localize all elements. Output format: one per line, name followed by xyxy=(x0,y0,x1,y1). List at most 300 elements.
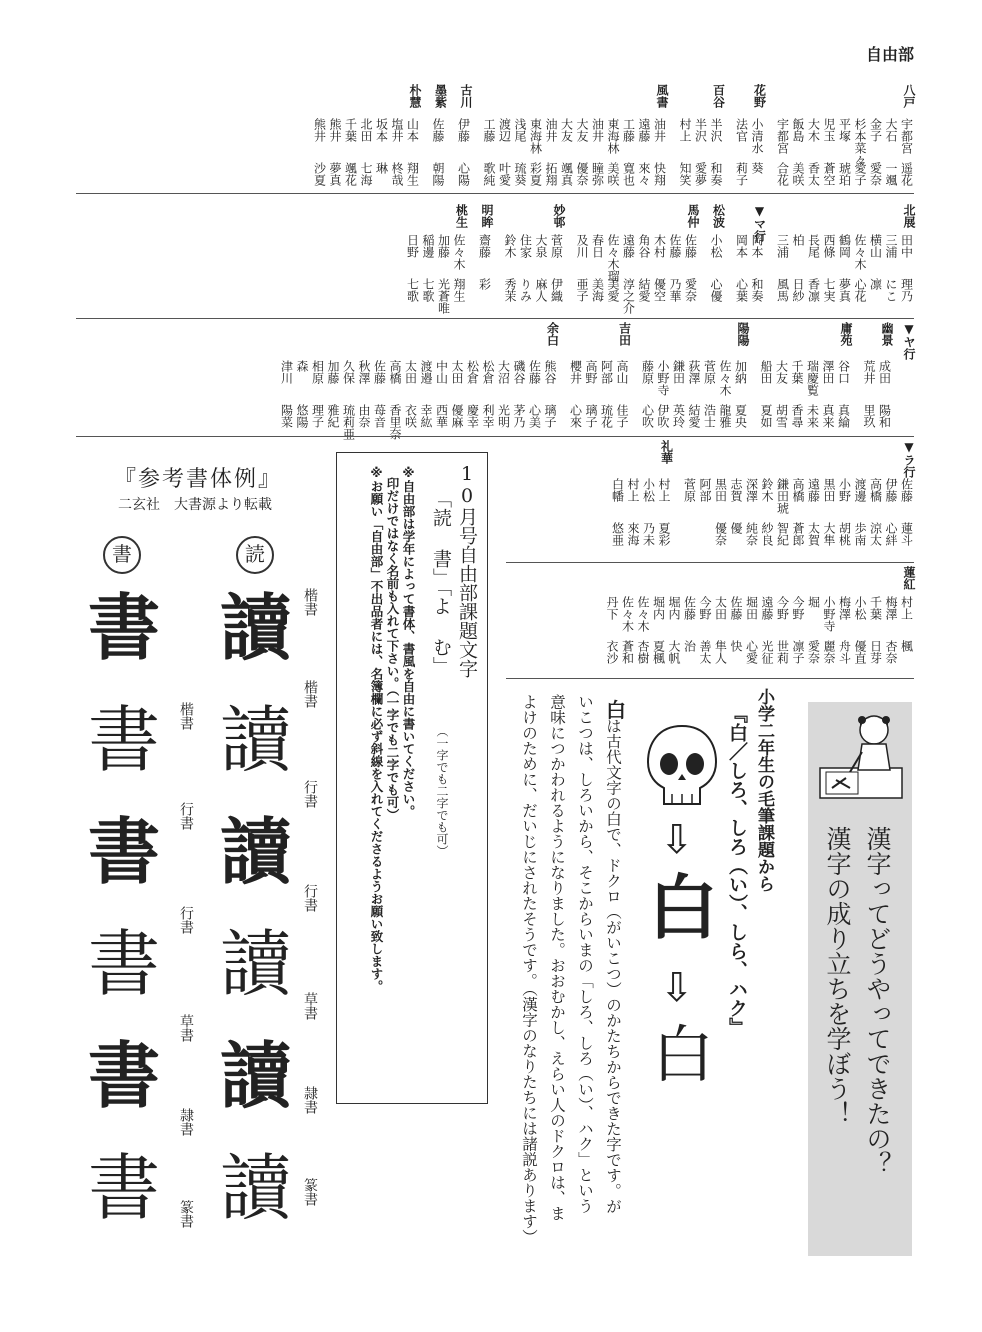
member-given-name: 結愛 xyxy=(637,278,651,302)
member-surname: 梅澤 xyxy=(884,596,898,620)
member-surname: 飯島 xyxy=(791,118,805,142)
member-surname: 田中 xyxy=(899,234,914,258)
group-label: ▼マ行 xyxy=(752,204,767,242)
member-surname: 大友 xyxy=(774,360,789,384)
member-given-name: 優 xyxy=(729,522,743,534)
member-given-name: 太賀 xyxy=(806,522,821,546)
member-surname: 大泉 xyxy=(534,234,548,258)
group-label: 明眸 xyxy=(480,204,494,228)
group-label: 桃生 xyxy=(454,204,469,228)
member-surname: 伊藤 xyxy=(884,478,898,502)
member-surname: 小野 xyxy=(837,478,852,502)
member-surname: 太田 xyxy=(713,596,728,620)
member-given-name: 優奈 xyxy=(575,162,589,186)
member-given-name: 七実 xyxy=(822,278,836,302)
member-given-name: 麗奈 xyxy=(822,640,836,664)
member-surname: 菅原 xyxy=(702,360,717,384)
member-surname: 佐々木 xyxy=(853,234,867,270)
member-given-name: 陽菜 xyxy=(279,404,294,428)
member-surname: 角谷 xyxy=(637,234,651,258)
member-surname: 日野 xyxy=(405,234,420,258)
member-surname: 工藤 xyxy=(482,118,496,142)
member-surname: 遠藤 xyxy=(621,234,636,258)
member-surname: 北田 xyxy=(359,118,373,142)
member-given-name: 璃子 xyxy=(584,404,598,428)
member-surname: 油井 xyxy=(544,118,558,142)
arrow-down-icon: ⇩ xyxy=(660,965,694,1011)
member-given-name: 心絆 xyxy=(884,522,898,546)
member-given-name: 純奈 xyxy=(744,522,759,546)
modern-glyph: 白 xyxy=(652,1018,715,1091)
member-given-name: 西華 xyxy=(434,404,449,428)
member-surname: 加藤 xyxy=(326,360,340,384)
member-surname: 小松 xyxy=(709,234,723,258)
member-given-name: 瞳弥 xyxy=(590,162,605,186)
member-given-name: 治 xyxy=(682,640,697,652)
member-surname: 堀 xyxy=(806,596,821,608)
member-surname: 佐藤 xyxy=(431,118,445,142)
member-surname: 児玉 xyxy=(822,118,836,142)
member-surname: 佐々木 xyxy=(620,596,635,632)
member-given-name: 蒼郎 xyxy=(791,522,805,546)
member-given-name: 琉莉亜 xyxy=(341,404,356,440)
page-title: 自由部 xyxy=(865,45,914,64)
lesson-body-3: 意味につかわれるようになりました。おおむかし、えらい人のドクロは、ま xyxy=(548,694,566,1221)
member-surname: 渡邉 xyxy=(419,360,433,384)
member-surname: 高橋 xyxy=(388,360,402,384)
sho-sample-glyph: 書 xyxy=(88,698,161,782)
member-surname: 三浦 xyxy=(775,234,790,258)
member-given-name: 心花 xyxy=(853,278,867,302)
member-given-name: 莉子 xyxy=(734,162,749,186)
member-given-name: 愛奈 xyxy=(806,640,821,664)
col-label-sho: 書 xyxy=(103,536,141,574)
member-given-name: 來海 xyxy=(626,522,640,546)
member-given-name: 英玲 xyxy=(671,404,686,428)
style-label-doku: 行書 xyxy=(302,780,318,808)
member-surname: 阿部 xyxy=(599,360,614,384)
member-surname: 太田 xyxy=(450,360,464,384)
group-label: 古川 xyxy=(459,84,473,108)
group-label: 墨紫 xyxy=(433,84,448,108)
member-surname: 鎌田 xyxy=(671,360,686,384)
style-label-sho: 行書 xyxy=(178,906,194,934)
member-surname: 西條 xyxy=(822,234,836,258)
member-surname: 佐々木 xyxy=(452,234,466,270)
member-given-name: 心來 xyxy=(568,404,583,428)
member-given-name: 理子 xyxy=(310,404,325,428)
member-surname: 荒井 xyxy=(862,360,876,384)
member-given-name: 幸紘 xyxy=(419,404,433,428)
member-given-name: 蒼和 xyxy=(620,640,635,664)
skull-illustration xyxy=(644,722,720,814)
member-surname: 遠藤 xyxy=(637,118,651,142)
group-label: 余白 xyxy=(545,322,560,346)
group-label: 花野 xyxy=(752,84,767,108)
member-surname: 村上 xyxy=(899,596,914,620)
member-surname: 堀田 xyxy=(744,596,759,620)
member-surname: 高橋 xyxy=(868,478,883,502)
group-label: 蓮紅 xyxy=(902,566,916,590)
member-given-name: 慶幸 xyxy=(465,404,480,428)
member-given-name: 日芽 xyxy=(868,640,883,664)
member-surname: 小野寺 xyxy=(822,596,836,632)
member-given-name: 杏奈 xyxy=(884,640,898,664)
row-divider xyxy=(76,318,914,319)
member-given-name: 心優 xyxy=(709,278,723,302)
member-given-name: 香太 xyxy=(806,162,821,186)
member-surname: 佐藤 xyxy=(682,596,697,620)
member-given-name: 沙夏 xyxy=(312,162,327,186)
member-given-name: 翔生 xyxy=(452,278,466,302)
member-surname: 村上 xyxy=(657,478,671,502)
member-surname: 藤原 xyxy=(640,360,655,384)
group-label: 馬仲 xyxy=(686,204,700,228)
notice-line2: 印だけではなく名前も入れて下さい。（一字でも二字でも可） xyxy=(385,477,400,821)
member-surname: 鈴木 xyxy=(760,478,774,502)
member-given-name: 彩夏 xyxy=(528,162,543,186)
member-given-name: 美海 xyxy=(590,278,605,302)
member-given-name: 茅乃 xyxy=(512,404,526,428)
doku-sample-glyph: 讀 xyxy=(220,585,293,670)
member-given-name: 大帆 xyxy=(667,640,681,664)
member-given-name: 琉花 xyxy=(599,404,614,428)
member-given-name: 美咲 xyxy=(606,162,620,186)
member-surname: 中山 xyxy=(434,360,449,384)
member-given-name: 颯真 xyxy=(559,162,574,186)
member-surname: 志賀 xyxy=(729,478,743,502)
member-surname: 佐々木瑠 xyxy=(606,234,620,282)
member-surname: 菅原 xyxy=(549,234,564,258)
member-given-name: 伊織 xyxy=(549,278,564,302)
member-surname: 大石 xyxy=(884,118,898,142)
member-given-name: 七歌 xyxy=(405,278,420,302)
member-surname: 佐々木 xyxy=(636,596,650,632)
member-surname: 油井 xyxy=(652,118,667,142)
style-label-doku: 楷書 xyxy=(302,680,318,708)
member-surname: 塩井 xyxy=(390,118,404,142)
row-divider xyxy=(506,678,914,679)
member-given-name: 由奈 xyxy=(357,404,371,428)
member-given-name: 衣咲 xyxy=(403,404,418,428)
member-given-name: 優奈 xyxy=(713,522,728,546)
member-given-name: 陽和 xyxy=(877,404,892,428)
member-surname: 鎌田琥 xyxy=(775,478,790,514)
member-surname: 山本 xyxy=(405,118,420,142)
member-surname: 宇都宮 xyxy=(899,118,914,154)
notice-line3: ※お願い「自由部」不出品者には、名簿欄に必ず斜線を入れてくださるようお願い致します。 xyxy=(369,465,384,993)
style-label-sho: 草書 xyxy=(178,1014,194,1042)
style-label-doku: 隷書 xyxy=(302,1086,318,1114)
reference-title: 『参考書体例』 xyxy=(114,467,283,492)
member-surname: 船田 xyxy=(759,360,773,384)
member-given-name: 來々 xyxy=(637,162,651,186)
member-given-name: 一颯 xyxy=(884,162,898,186)
lesson-body-4: よけのために、だいじにされたそうです。（漢字のなりたちには諸説あります） xyxy=(520,694,538,1245)
member-given-name: 和奏 xyxy=(709,162,723,186)
member-given-name: 衣沙 xyxy=(605,640,619,664)
sho-sample-glyph: 書 xyxy=(88,809,161,894)
member-surname: 大木 xyxy=(806,118,821,142)
group-label: 百谷 xyxy=(711,84,726,108)
member-surname: 堀内 xyxy=(667,596,681,620)
row-divider xyxy=(506,562,914,563)
member-surname: 小松 xyxy=(853,596,867,620)
member-given-name: 佳子 xyxy=(615,404,629,428)
member-surname: 遠藤 xyxy=(760,596,774,620)
member-given-name: 璃子 xyxy=(543,404,557,428)
member-given-name: 蓮斗 xyxy=(899,522,914,546)
style-label-doku: 行書 xyxy=(302,884,318,912)
member-surname: 今野 xyxy=(791,596,805,620)
member-given-name: 琥珀 xyxy=(837,162,852,186)
member-surname: 秋澤 xyxy=(357,360,371,384)
member-given-name: 利幸 xyxy=(481,404,495,428)
member-given-name: 結愛 xyxy=(687,404,701,428)
member-given-name: 凛 xyxy=(868,278,883,290)
member-given-name: 善太 xyxy=(698,640,712,664)
member-given-name: 麻人 xyxy=(534,278,548,302)
member-given-name: 合花 xyxy=(775,162,790,186)
reference-source: 二玄社 大書源より転載 xyxy=(118,497,272,513)
doku-sample-glyph: 讀 xyxy=(220,1146,293,1230)
member-given-name: 胡雪 xyxy=(774,404,789,428)
member-surname: 小清水 xyxy=(750,118,764,154)
member-given-name: 心陽 xyxy=(456,162,471,186)
member-surname: 佐藤 xyxy=(527,360,542,384)
member-given-name: 秀茉 xyxy=(503,278,517,302)
style-label-doku: 草書 xyxy=(302,992,318,1020)
member-surname: 松倉 xyxy=(481,360,495,384)
member-surname: 大友 xyxy=(575,118,589,142)
member-surname: 今野 xyxy=(775,596,790,620)
lesson-body-1: は古代文字の白で、ドクロ（がいこつ）のかたちからできた字です。が xyxy=(604,718,622,1214)
member-given-name: 愛奈 xyxy=(683,278,698,302)
member-surname: 村上 xyxy=(626,478,640,502)
member-surname: 鶴岡 xyxy=(837,234,852,258)
member-given-name: 拓翔 xyxy=(544,162,558,186)
member-given-name: 夏央 xyxy=(733,404,748,428)
member-surname: 小野寺 xyxy=(656,360,670,396)
member-given-name: 光征 xyxy=(760,640,774,664)
member-surname: 荻澤 xyxy=(687,360,701,384)
member-surname: 半沢 xyxy=(709,118,723,142)
member-given-name: 淳之介 xyxy=(621,278,636,314)
style-label-doku: 篆書 xyxy=(302,1178,318,1206)
member-surname: 油井 xyxy=(590,118,605,142)
member-surname: 横山 xyxy=(868,234,883,258)
style-label-doku: 楷書 xyxy=(302,588,318,616)
member-given-name: 香里奈 xyxy=(388,404,402,440)
lesson-body-2: いこつは、しろいから、そこからいまの「しろ、しろ（い）、ハク」という xyxy=(576,694,594,1214)
member-surname: 瑞慶覧 xyxy=(805,360,820,396)
member-given-name: 歩南 xyxy=(853,522,867,546)
member-given-name: 優直 xyxy=(853,640,867,664)
callout-line2: 漢字の成り立ちを学ぼう！ xyxy=(823,826,852,1126)
member-surname: 佐藤 xyxy=(683,234,698,258)
member-surname: 齋藤 xyxy=(477,234,492,258)
member-given-name: 隼人 xyxy=(713,640,728,664)
member-given-name: 雅紀 xyxy=(326,404,340,428)
member-surname: 伊藤 xyxy=(456,118,471,142)
member-surname: 佐藤 xyxy=(668,234,682,258)
member-surname: 熊谷 xyxy=(543,360,557,384)
member-surname: 大沼 xyxy=(496,360,511,384)
member-given-name: 蒼空 xyxy=(822,162,836,186)
member-given-name: 心葉 xyxy=(734,278,749,302)
member-given-name: 舟斗 xyxy=(837,640,852,664)
member-given-name: 葵 xyxy=(750,162,764,174)
member-surname: 村上 xyxy=(678,118,692,142)
member-surname: 松倉 xyxy=(465,360,480,384)
member-given-name: 世莉 xyxy=(775,640,790,664)
member-given-name: 風馬 xyxy=(775,278,790,302)
group-label: 吉田 xyxy=(617,322,632,346)
member-surname: 磯谷 xyxy=(512,360,526,384)
doku-sample-glyph: 讀 xyxy=(220,922,293,1006)
group-label: 妙邨 xyxy=(552,204,566,228)
group-label: 松波 xyxy=(711,204,726,228)
member-surname: 高野 xyxy=(584,360,598,384)
member-surname: 津川 xyxy=(279,360,294,384)
member-given-name: 大隼 xyxy=(822,522,836,546)
member-surname: 佐々木 xyxy=(718,360,732,396)
member-given-name: 悠陽 xyxy=(295,404,309,428)
member-given-name: 智紀 xyxy=(775,522,790,546)
member-given-name: 歌純 xyxy=(482,162,496,186)
member-surname: 工藤 xyxy=(621,118,636,142)
member-surname: 大友 xyxy=(559,118,574,142)
member-given-name: 香尋 xyxy=(790,404,804,428)
member-given-name: 心吹 xyxy=(640,404,655,428)
member-given-name: 知笑 xyxy=(678,162,692,186)
member-surname: 菅原 xyxy=(682,478,697,502)
group-label: 庸苑 xyxy=(839,322,853,346)
member-given-name: 翔生 xyxy=(405,162,420,186)
member-given-name: 乃未 xyxy=(641,522,656,546)
member-surname: 熊井 xyxy=(312,118,327,142)
group-label: 風書 xyxy=(655,84,669,108)
member-surname: 金子 xyxy=(868,118,883,142)
member-surname: 宇都宮 xyxy=(775,118,790,154)
member-surname: 半沢 xyxy=(693,118,708,142)
member-surname: 千葉 xyxy=(343,118,358,142)
sho-sample-glyph: 書 xyxy=(88,922,161,1006)
member-given-name: 快翔 xyxy=(652,162,667,186)
member-given-name: 夢真 xyxy=(328,162,342,186)
group-label: 礼華 xyxy=(659,440,674,464)
doku-sample-glyph: 讀 xyxy=(220,1033,293,1118)
member-surname: 丹下 xyxy=(605,596,619,620)
member-given-name: 優空 xyxy=(652,278,667,302)
member-given-name: 浩士 xyxy=(702,404,717,428)
member-given-name: 夏楓 xyxy=(651,640,666,664)
col-label-doku: 読 xyxy=(236,536,274,574)
member-given-name: 涼太 xyxy=(868,522,883,546)
member-surname: 佐藤 xyxy=(372,360,387,384)
member-surname: 東海林 xyxy=(528,118,543,154)
member-surname: 高橋 xyxy=(791,478,805,502)
lesson-subheading: 『白／しろ、しろ（い）、しら、ハク』 xyxy=(726,704,748,1037)
member-surname: 久保 xyxy=(341,360,356,384)
member-given-name: 心美 xyxy=(527,404,542,428)
member-surname: 杉本菜々 xyxy=(853,118,867,166)
member-surname: 長尾 xyxy=(806,234,821,258)
notice-title: 10月号自由部課題文字 xyxy=(456,463,478,678)
member-given-name: 優麻 xyxy=(450,404,464,428)
row-divider xyxy=(76,436,914,437)
member-given-name: 愛子 xyxy=(853,162,867,186)
member-given-name: 叶愛 xyxy=(497,162,512,186)
member-surname: 岡本 xyxy=(750,234,764,258)
member-given-name: 朝陽 xyxy=(431,162,445,186)
member-surname: 浅尾 xyxy=(513,118,527,142)
member-surname: 春日 xyxy=(590,234,605,258)
group-label: 陽陽 xyxy=(736,322,750,346)
member-surname: 相原 xyxy=(310,360,325,384)
member-surname: 加藤 xyxy=(436,234,451,258)
lesson-heading: 小学二年生の毛筆課題から xyxy=(754,688,774,892)
member-surname: 熊井 xyxy=(328,118,342,142)
member-given-name: にこ xyxy=(884,278,898,302)
member-given-name: 杏樹 xyxy=(636,640,650,664)
member-surname: 白幡 xyxy=(610,478,625,502)
member-given-name: 光蒼唯 xyxy=(436,278,451,314)
member-given-name: 琳 xyxy=(374,162,389,174)
row-divider xyxy=(76,193,914,194)
member-given-name: 乃華 xyxy=(668,278,682,302)
member-given-name: 颯花 xyxy=(343,162,358,186)
member-surname: 森 xyxy=(295,360,309,372)
sho-sample-glyph: 書 xyxy=(88,1033,161,1118)
member-surname: 小松 xyxy=(641,478,656,502)
member-given-name: 伊吹 xyxy=(656,404,670,428)
callout-line1: 漢字ってどうやってできたの？ xyxy=(863,826,892,1176)
notice-line1: ※自由部は学年によって書体、書風を自由に書いてください。 xyxy=(401,465,416,818)
member-surname: 佐藤 xyxy=(729,596,743,620)
member-given-name: 和奏 xyxy=(750,278,764,302)
member-given-name: 愛奈 xyxy=(868,162,883,186)
member-surname: 千葉 xyxy=(868,596,883,620)
member-surname: 遠藤 xyxy=(806,478,821,502)
member-given-name: 理乃 xyxy=(899,278,914,302)
member-given-name: 紗良 xyxy=(760,522,774,546)
member-given-name: 真綸 xyxy=(836,404,851,428)
member-given-name: 真来 xyxy=(821,404,835,428)
member-given-name: 光明 xyxy=(496,404,511,428)
member-given-name: 寛也 xyxy=(621,162,636,186)
member-surname: 黒田 xyxy=(822,478,836,502)
member-given-name: 龍雅 xyxy=(718,404,732,428)
member-given-name: 七海 xyxy=(359,162,373,186)
member-given-name: 彩 xyxy=(477,278,492,290)
notice-box xyxy=(336,452,488,1104)
member-given-name: 亜子 xyxy=(575,278,589,302)
member-given-name: 美咲 xyxy=(791,162,805,186)
member-surname: 高山 xyxy=(615,360,629,384)
member-given-name: りみ xyxy=(518,278,533,302)
member-surname: 澤田 xyxy=(821,360,835,384)
style-label-sho: 篆書 xyxy=(178,1200,194,1228)
member-given-name: 香凛 xyxy=(806,278,821,302)
member-surname: 今野 xyxy=(698,596,712,620)
member-surname: 佐藤 xyxy=(899,478,914,502)
sho-sample-glyph: 書 xyxy=(88,585,161,670)
notice-chars-note: （一字でも二字でも可） xyxy=(435,725,449,857)
group-label: 北展 xyxy=(902,204,916,228)
member-surname: 谷口 xyxy=(836,360,851,384)
ancient-glyph: 白 xyxy=(648,867,718,949)
